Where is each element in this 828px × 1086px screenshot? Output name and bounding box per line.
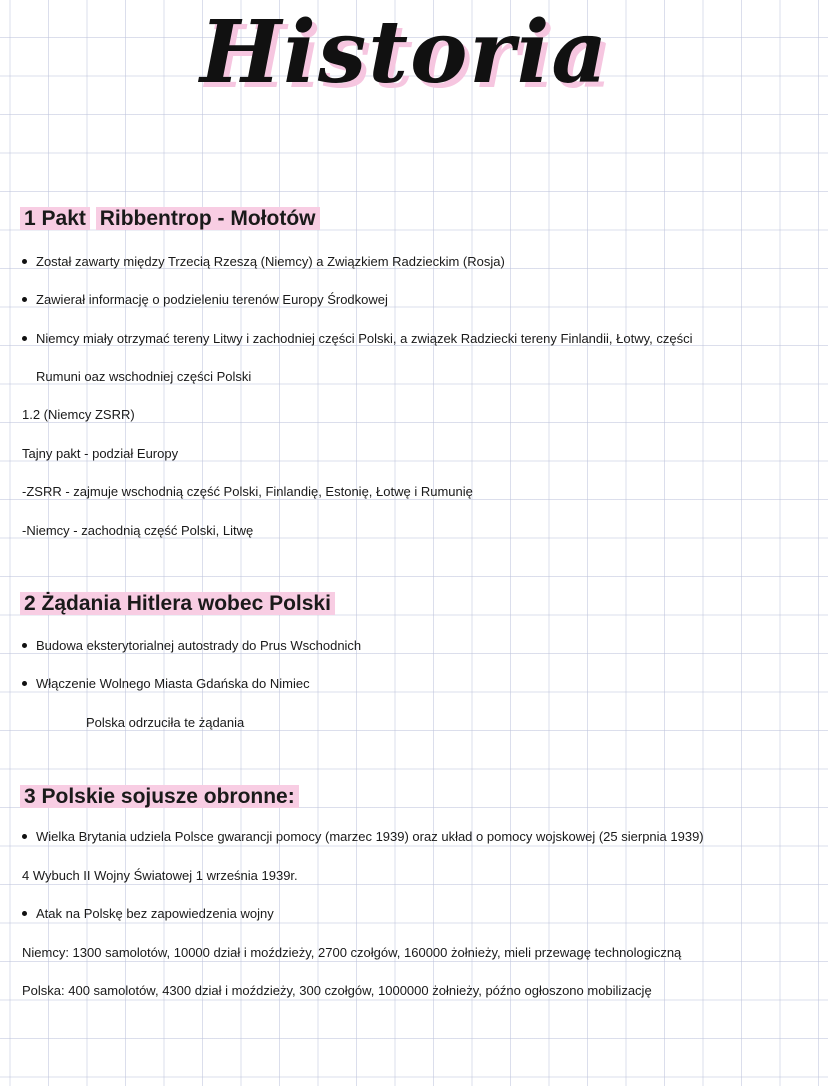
line-text: Został zawarty między Trzecią Rzeszą (Niemcy) a Związkiem Radzieckim (Rosja) — [36, 254, 505, 269]
bullet-icon — [22, 681, 27, 686]
heading-text: Ribbentrop - Mołotów — [96, 207, 320, 230]
text-line: Polska odrzuciła te żądania — [86, 715, 245, 730]
line-text: Zawierał informację o podzieleniu terenów Europy Środkowej — [36, 292, 388, 307]
page-title: Historia — [200, 2, 610, 103]
list-item — [22, 254, 505, 270]
text-line: 1.2 (Niemcy ZSRR) — [22, 407, 135, 422]
bullet-icon — [22, 911, 27, 916]
bullet-icon — [22, 643, 27, 648]
bullet-icon — [22, 336, 27, 341]
line-text: Włączenie Wolnego Miasta Gdańska do Nimiec — [36, 676, 310, 691]
bullet-icon — [22, 297, 27, 302]
list-item — [22, 638, 361, 654]
bullet-icon — [22, 834, 27, 839]
list-item — [22, 676, 310, 692]
line-text: Budowa eksterytorialnej autostrady do Prus Wschodnich — [36, 638, 362, 653]
list-item — [22, 829, 704, 845]
section-2-heading — [20, 590, 335, 618]
heading-text: 3 Polskie sojusze obronne: — [20, 785, 299, 808]
text-line: Polska: 400 samolotów, 4300 dział i moździeży, 300 czołgów, 1000000 żołnieży, późno ogłoszono mobilizację — [22, 983, 652, 998]
text-line: Tajny pakt - podział Europy — [22, 446, 179, 461]
list-item — [22, 906, 274, 922]
line-text: Wielka Brytania udziela Polsce gwarancji pomocy (marzec 1939) oraz układ o pomocy wojskowej (25 sierpnia 1939) — [36, 829, 704, 844]
text-line: -ZSRR - zajmuje wschodnią część Polski, Finlandię, Estonię, Łotwę i Rumunię — [22, 484, 473, 499]
heading-text: 2 Żądania Hitlera wobec Polski — [20, 592, 335, 615]
text-line: -Niemcy - zachodnią część Polski, Litwę — [22, 523, 254, 538]
line-text: Niemcy miały otrzymać tereny Litwy i zachodniej części Polski, a związek Radziecki tereny Finlandii, Łotwy, części — [36, 331, 693, 346]
text-line: Niemcy: 1300 samolotów, 10000 dział i moździeży, 2700 czołgów, 160000 żołnieży, mieli przewagę technologiczną — [22, 945, 682, 960]
list-item — [22, 292, 388, 308]
list-item — [22, 331, 692, 347]
bullet-icon — [22, 259, 27, 264]
heading-number: 1 Pakt — [20, 207, 90, 230]
section-3-heading — [20, 783, 299, 811]
line-text: Atak na Polskę bez zapowiedzenia wojny — [36, 906, 274, 921]
section-1-heading — [20, 205, 320, 233]
text-line: 4 Wybuch II Wojny Światowej 1 września 1939r. — [22, 868, 298, 883]
text-line: Rumuni oaz wschodniej części Polski — [36, 369, 252, 384]
